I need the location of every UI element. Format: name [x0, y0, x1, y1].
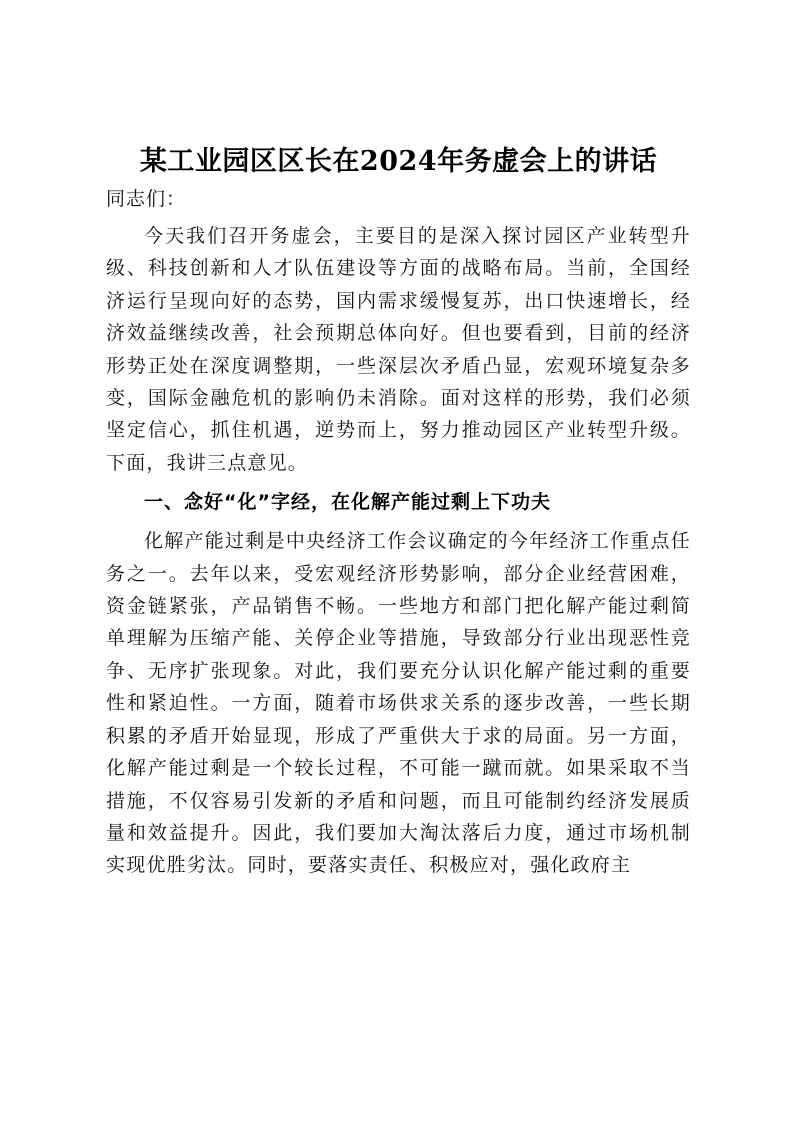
intro-paragraph: 今天我们召开务虚会，主要目的是深入探讨园区产业转型升级、科技创新和人才队伍建设等方面的战略布局。当前，全国经济运行呈现向好的态势，国内需求缓慢复苏，出口快速增长，经济效益继续改善，社会预期总体向好。但也要看到，目前的经济形势正处在深度调整期，一些深层次矛盾凸显，宏观环境复杂多变，国际金融危机的影响仍未消除。面对这样的形势，我们必须坚定信心，抓住机遇，逆势而上，努力推动园区产业转型升级。下面，我讲三点意见。 [106, 225, 691, 474]
document-title: 某工业园区区长在2024年务虚会上的讲话 [139, 146, 658, 177]
document-body [106, 142, 691, 882]
salutation: 同志们： [106, 188, 187, 210]
section-heading: 一、念好“化”字经，在化解产能过剩上下功夫 [144, 491, 551, 514]
section-paragraph: 化解产能过剩是中央经济工作会议确定的今年经济工作重点任务之一。去年以来，受宏观经济形势影响，部分企业经营困难，资金链紧张，产品销售不畅。一些地方和部门把化解产能过剩简单理解为压缩产能、关停企业等措施，导致部分行业出现恶性竞争、无序扩张现象。对此，我们要充分认识化解产能过剩的重要性和紧迫性。一方面，随着市场供求关系的逐步改善，一些长期积累的矛盾开始显现，形成了严重供大于求的局面。另一方面，化解产能过剩是一个较长过程，不可能一蹴而就。如果采取不当措施，不仅容易引发新的矛盾和问题，而且可能制约经济发展质量和效益提升。因此，我们要加大淘汰落后力度，通过市场机制实现优胜劣汰。同时，要落实责任、积极应对，强化政府主 [106, 530, 691, 877]
